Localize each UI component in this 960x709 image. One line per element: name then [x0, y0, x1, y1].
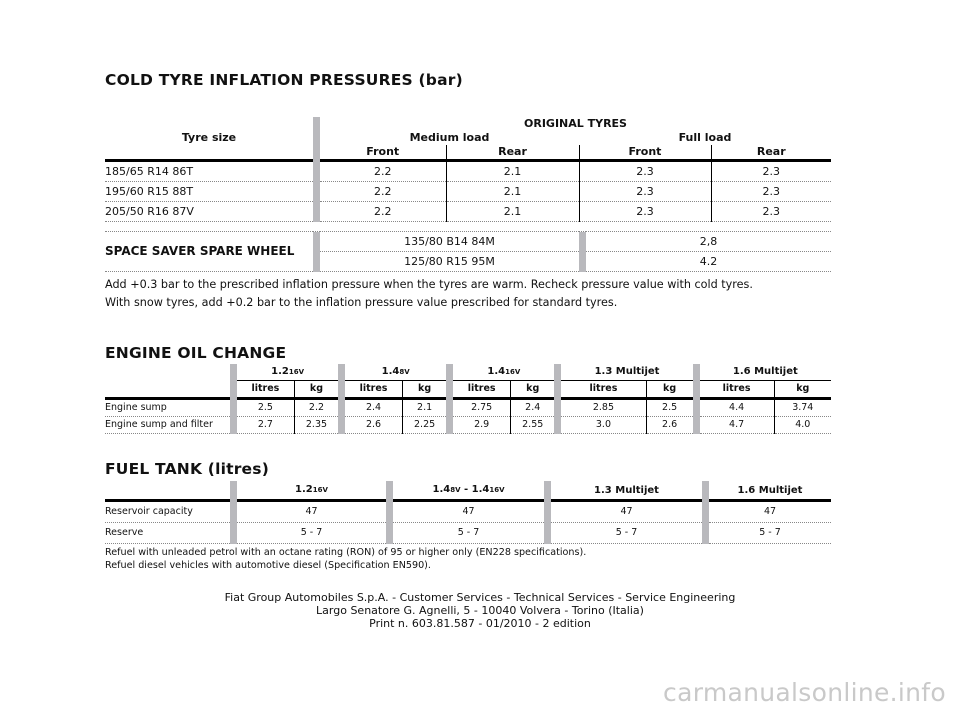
spare-size-cell: 125/80 R15 95M: [320, 252, 579, 272]
oil-value-cell: 4.7: [700, 417, 774, 434]
fuel-row-label: Reservoir capacity: [105, 501, 230, 523]
full-rear-header: Rear: [711, 145, 831, 161]
engine-header: 1.416V: [487, 366, 521, 377]
table-row: [105, 182, 831, 202]
fuel-row-label: Reserve: [105, 523, 230, 544]
pressure-cell: 2.2: [320, 202, 446, 222]
oil-value-cell: 2.75: [453, 399, 510, 417]
fuel-note-diesel: Refuel diesel vehicles with automotive diesel (Specification EN590).: [105, 560, 431, 571]
oil-value-cell: 2.6: [646, 417, 693, 434]
watermark: carmanualsonline.info: [663, 678, 946, 707]
table-row: [105, 399, 831, 417]
tyre-section-title: [105, 71, 463, 89]
fuel-value-cell: 47: [709, 501, 831, 523]
tyre-note-warm: Add +0.3 bar to the prescribed inflation pressure when the tyres are warm. Recheck pressure value with cold tyres.: [105, 278, 753, 291]
medium-rear-header: Rear: [446, 145, 579, 161]
engine-header: 1.48V: [381, 366, 410, 377]
oil-engine-header-row: [105, 364, 831, 381]
pressure-cell: 2.3: [579, 161, 711, 182]
pressure-cell: 2.1: [446, 161, 579, 182]
fuel-value-cell: 5 - 7: [393, 523, 544, 544]
tyre-header-row-2: [105, 131, 831, 145]
engine-header: 1.48V - 1.416V: [432, 484, 505, 495]
publisher-footer: [0, 591, 960, 630]
tyre-size-cell: 185/65 R14 86T: [105, 161, 313, 182]
full-front-header: Front: [579, 145, 711, 161]
litres-header: litres: [700, 381, 774, 399]
engine-header: 1.3 Multijet: [594, 366, 660, 377]
kg-header: kg: [402, 381, 446, 399]
engine-header: 1.6 Multijet: [732, 366, 798, 377]
pressure-cell: 2.3: [711, 202, 831, 222]
fuel-vertical-separator: [230, 481, 237, 544]
oil-value-cell: 2.5: [237, 399, 294, 417]
pressure-cell: 2.1: [446, 182, 579, 202]
medium-front-header: Front: [366, 145, 400, 158]
full-load-header: Full load: [678, 131, 732, 144]
pressure-cell: 2.2: [320, 182, 446, 202]
spare-vertical-separator: [313, 232, 320, 272]
oil-value-cell: 4.0: [774, 417, 831, 434]
oil-value-cell: 2.2: [294, 399, 338, 417]
fuel-value-cell: 5 - 7: [551, 523, 702, 544]
oil-row-label: Engine sump: [105, 399, 230, 417]
pressure-cell: 2.3: [579, 202, 711, 222]
tyre-vertical-separator: [313, 117, 320, 222]
oil-value-cell: 2.35: [294, 417, 338, 434]
kg-header: kg: [774, 381, 831, 399]
spare-value-cell: 4.2: [586, 252, 831, 272]
oil-value-cell: 2.9: [453, 417, 510, 434]
table-row: [105, 232, 831, 252]
original-tyres-header: ORIGINAL TYRES: [524, 117, 627, 130]
kg-header: kg: [646, 381, 693, 399]
tyre-size-cell: 205/50 R16 87V: [105, 202, 313, 222]
tyre-size-header: Tyre size: [181, 131, 237, 144]
pressure-cell: 2.3: [711, 161, 831, 182]
engine-oil-table: [105, 364, 831, 434]
tyre-title-text: COLD TYRE INFLATION PRESSURES: [105, 71, 413, 89]
spare-value-cell: 2,8: [586, 232, 831, 252]
fuel-value-cell: 47: [551, 501, 702, 523]
oil-row-label: Engine sump and filter: [105, 417, 230, 434]
oil-value-cell: 3.74: [774, 399, 831, 417]
footer-line-print: Print n. 603.81.587 - 01/2010 - 2 edition: [369, 617, 591, 630]
pressure-cell: 2.3: [711, 182, 831, 202]
footer-line-company: Fiat Group Automobiles S.p.A. - Customer Services - Technical Services - Service Engineering: [224, 591, 736, 604]
engine-header: 1.6 Multijet: [737, 484, 803, 496]
oil-value-cell: 2.4: [511, 399, 555, 417]
litres-header: litres: [453, 381, 510, 399]
footer-line-address: Largo Senatore G. Agnelli, 5 - 10040 Volvera - Torino (Italia): [316, 604, 644, 617]
table-row: [105, 417, 831, 434]
tyre-header-row-3: [105, 145, 831, 161]
oil-value-cell: 2.85: [561, 399, 646, 417]
fuel-value-cell: 47: [393, 501, 544, 523]
tyre-size-cell: 195/60 R15 88T: [105, 182, 313, 202]
oil-vertical-separator: [230, 364, 237, 434]
oil-value-cell: 2.55: [511, 417, 555, 434]
oil-value-cell: 4.4: [700, 399, 774, 417]
spare-size-cell: 135/80 B14 84M: [320, 232, 579, 252]
oil-section-title: ENGINE OIL CHANGE: [105, 344, 287, 362]
table-row: [105, 523, 831, 544]
tyre-pressure-table: [105, 117, 831, 222]
oil-value-cell: 2.4: [345, 399, 402, 417]
tyre-title-unit: (bar): [418, 71, 463, 89]
oil-value-cell: 2.6: [345, 417, 402, 434]
fuel-title-unit: (litres): [207, 460, 269, 478]
kg-header: kg: [294, 381, 338, 399]
engine-header: 1.216V: [271, 366, 304, 377]
fuel-value-cell: 47: [237, 501, 386, 523]
oil-value-cell: 2.25: [402, 417, 446, 434]
table-row: [105, 202, 831, 222]
tyre-note-snow: With snow tyres, add +0.2 bar to the inflation pressure value prescribed for standard tyres.: [105, 296, 618, 309]
fuel-section-title: [105, 460, 269, 478]
fuel-tank-table: [105, 481, 831, 544]
oil-value-cell: 2.7: [237, 417, 294, 434]
litres-header: litres: [345, 381, 402, 399]
fuel-title-text: FUEL TANK: [105, 460, 203, 478]
table-row: [105, 501, 831, 523]
pressure-cell: 2.2: [320, 161, 446, 182]
kg-header: kg: [511, 381, 555, 399]
medium-load-header: Medium load: [409, 131, 490, 144]
tyre-header-row-1: [105, 117, 831, 131]
engine-header: 1.3 Multijet: [594, 484, 659, 496]
oil-value-cell: 2.1: [402, 399, 446, 417]
fuel-value-cell: 5 - 7: [237, 523, 386, 544]
litres-header: litres: [561, 381, 646, 399]
pressure-cell: 2.3: [579, 182, 711, 202]
spare-wheel-table: [105, 231, 831, 272]
oil-value-cell: 2.5: [646, 399, 693, 417]
litres-header: litres: [237, 381, 294, 399]
fuel-note-petrol: Refuel with unleaded petrol with an octane rating (RON) of 95 or higher only (EN228 specifications).: [105, 547, 587, 558]
table-row: [105, 161, 831, 182]
fuel-value-cell: 5 - 7: [709, 523, 831, 544]
oil-unit-header-row: [105, 381, 831, 399]
oil-value-cell: 3.0: [561, 417, 646, 434]
fuel-engine-header-row: [105, 481, 831, 501]
engine-header: 1.216V: [295, 484, 328, 495]
pressure-cell: 2.1: [446, 202, 579, 222]
spare-wheel-label: SPACE SAVER SPARE WHEEL: [105, 232, 313, 272]
